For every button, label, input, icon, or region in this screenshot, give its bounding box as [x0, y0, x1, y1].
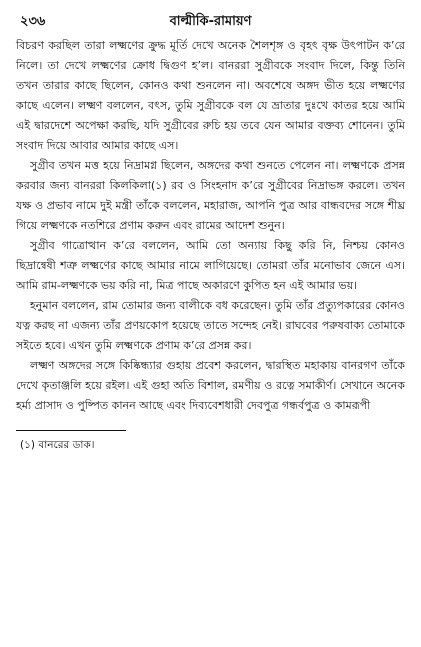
page-header [16, 10, 405, 36]
page-number: ২৩৬ [20, 14, 46, 29]
paragraph: হনুমান বললেন, রাম তোমার জন্য বালীকে বধ করেছেন। তুমি তাঁর প্রত্যুপকারের কোনও যত্ন করছ না এজন্য তাঁর প্রণয়কোপ হয়েছে তাতে সন্দেহ নেই। রাঘবের পরুষবাক্য তোমাকে সইতে হবে। এখন তুমি লক্ষ্মণকে প্রণাম ক’রে প্রসন্ন কর। [16, 299, 405, 352]
paragraph: বিচরণ করছিল তারা লক্ষ্মণের ক্রুদ্ধ মূর্তি দেখে অনেক শৈলশৃঙ্গ ও বৃহৎ বৃক্ষ উৎপাটন ক’রে নিলে। তা দেখে লক্ষ্মণের ক্রোধ দ্বিগুণ হ’ল। বানররা সুগ্রীবকে সংবাদ দিলে, কিন্তু তিনি তখন তারার কাছে ছিলেন, কোনও কথা শুনলেন না। অবশেষে অঙ্গদ ভীত হয়ে লক্ষ্মণের কাছে এলেন। লক্ষ্মণ বললেন, বৎস, তুমি সুগ্রীবকে বল যে ভ্রাতার দুঃখে কাতর হয়ে আমি এই দ্বারদেশে অপেক্ষা করছি, যদি সুগ্রীবের রুচি হয় তবে যেন আমার বক্তব্য শোনেন। তুমি সংবাদ দিয়ে আবার আমার কাছে এস। [16, 39, 405, 152]
footnote-divider [16, 430, 126, 431]
paragraph: লক্ষ্মণ অঙ্গদের সঙ্গে কিষ্কিন্ধ্যার গুহায় প্রবেশ করলেন, দ্বারস্থিত মহাকায় বানরগণ তাঁকে দেখে কৃতাঞ্জলি হয়ে রইল। এই গুহা অতি বিশাল, রমণীয় ও রত্নে সমাকীর্ণ। সেখানে অনেক হর্ম্য প্রাসাদ ও পুষ্পিত কানন আছে এবং দিব্যবেশধারী দেবপুত্র গন্ধর্বপুত্র ও কামরূপী [16, 359, 405, 412]
running-title: বাল্মীকি-রামায়ণ [169, 14, 252, 29]
body-text [16, 36, 405, 416]
paragraph: সুগ্রীব গাত্রোত্থান ক’রে বললেন, আমি তো অন্যায় কিছু করি নি, নিশ্চয় কোনও ছিদ্রান্বেষী শত্রু লক্ষ্মণের কাছে আমার নামে লাগিয়েছে। তোমরা তাঁর মনোভাব জেনে এস। আমি রাম-লক্ষ্মণকে ভয় করি না, মিত্র পাছে অকারণে কুপিত হন এই আমার ভয়। [16, 239, 405, 292]
footnote: (১) বানরের ডাক। [20, 439, 95, 451]
paragraph: সুগ্রীব তখন মত্ত হয়ে নিদ্রামগ্ন ছিলেন, অঙ্গদের কথা শুনতে পেলেন না। লক্ষ্মণকে প্রসন্ন করবার জন্য বানররা কিলকিলা(১) রব ও সিংহনাদ ক’রে সুগ্রীবের নিদ্রাভঙ্গ করলে। তখন যক্ষ ও প্রভাব নামে দুই মন্ত্রী তাঁকে বললেন, মহারাজ, আপনি পুত্র আর বান্ধবদের সঙ্গে শীঘ্র গিয়ে লক্ষ্মণকে নতশিরে প্রণাম করুন এবং রামের আদেশ শুনুন। [16, 159, 405, 232]
